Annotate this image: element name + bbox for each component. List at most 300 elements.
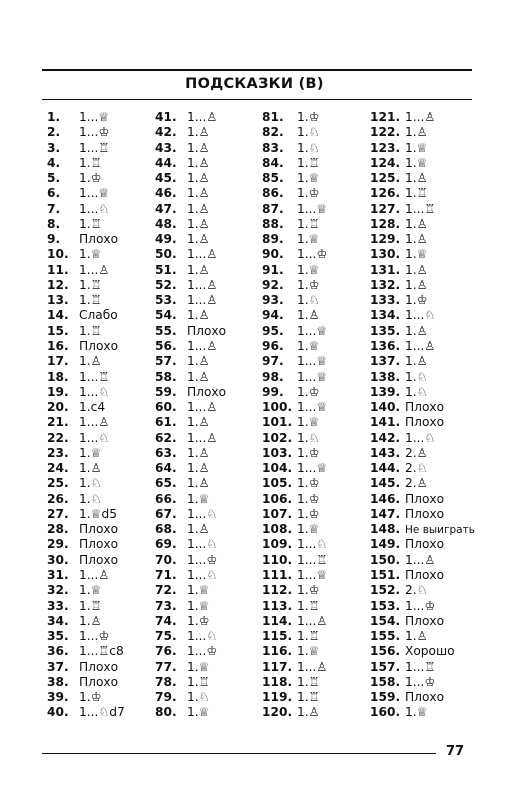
hint-number: 49. (155, 232, 177, 247)
hint-number: 41. (155, 110, 177, 124)
hint-number: 81. (262, 110, 284, 124)
hint-row (370, 415, 475, 430)
hint-number: 86. (262, 186, 284, 201)
hint-move: 1.♕ (187, 491, 210, 506)
hint-move: 1...♙ (297, 613, 328, 628)
hint-row (47, 644, 125, 659)
hint-number: 59. (155, 384, 177, 399)
hint-move: 1.♙ (187, 140, 210, 155)
hint-row (155, 431, 226, 446)
hint-number: 130. (370, 247, 401, 262)
hint-row (370, 507, 475, 522)
hint-number: 95. (262, 323, 284, 338)
hint-number: 62. (155, 430, 177, 445)
hint-number: 106. (262, 491, 293, 506)
hint-number: 79. (155, 690, 177, 705)
hint-move: 1.♔ (297, 384, 320, 399)
hint-number: 99. (262, 384, 284, 399)
hint-number: 150. (370, 552, 401, 567)
hint-move: Плохо (187, 323, 227, 338)
hint-row (262, 690, 327, 705)
hint-row (262, 537, 327, 552)
hint-row (262, 171, 327, 186)
hint-row (262, 644, 327, 659)
hint-number: 56. (155, 338, 177, 353)
hint-row (262, 202, 327, 217)
hint-number: 15. (47, 323, 69, 338)
hint-number: 70. (155, 552, 177, 567)
hint-move: 1.♘ (297, 125, 320, 140)
hint-row (47, 507, 125, 522)
hint-move: 1.♙ (297, 308, 320, 323)
hint-move: 1.♘ (297, 293, 320, 308)
hint-row (47, 553, 125, 568)
hint-move: 1...♖ (405, 659, 436, 674)
hint-move: 1.♔ (297, 476, 320, 491)
hint-number: 13. (47, 293, 69, 308)
hint-number: 21. (47, 415, 69, 430)
hint-number: 145. (370, 476, 401, 491)
hint-number: 104. (262, 461, 293, 476)
hint-row (47, 522, 125, 537)
hint-row (47, 583, 125, 598)
hint-number: 31. (47, 567, 69, 582)
hint-number: 29. (47, 537, 69, 552)
hint-number: 146. (370, 491, 401, 506)
hint-number: 139. (370, 384, 401, 399)
hint-number: 153. (370, 598, 401, 613)
hint-move: 1...♕ (297, 567, 328, 582)
hint-row (155, 217, 226, 232)
title-rule (42, 99, 472, 100)
hint-row (262, 141, 327, 156)
hint-move: 1.♘ (405, 384, 428, 399)
hint-row (155, 568, 226, 583)
hint-row (370, 522, 475, 537)
hint-number: 34. (47, 613, 69, 628)
hint-row (155, 278, 226, 293)
hint-number: 100. (262, 400, 293, 415)
hint-move: 1.♙ (405, 323, 428, 338)
hint-row (262, 354, 327, 369)
hint-move: 1.♙ (405, 354, 428, 369)
hint-move: 1...♘ (79, 430, 110, 445)
hint-move: 1.♕ (405, 155, 428, 170)
hint-row (155, 385, 226, 400)
hint-number: 75. (155, 629, 177, 644)
hint-row (155, 614, 226, 629)
hint-number: 137. (370, 354, 401, 369)
hint-number: 48. (155, 216, 177, 231)
hint-move: 1.♙ (187, 476, 210, 491)
hint-move: 1.♔ (405, 293, 428, 308)
hint-number: 132. (370, 277, 401, 292)
hint-move: Плохо (79, 537, 119, 552)
hint-number: 45. (155, 171, 177, 186)
hint-row (155, 492, 226, 507)
hint-row (370, 446, 475, 461)
hint-move: 1.♕ (297, 522, 320, 537)
hint-number: 44. (155, 155, 177, 170)
hints-column-3 (262, 110, 327, 721)
hint-move: 1...♔ (297, 247, 328, 262)
hint-row (262, 217, 327, 232)
hint-row (47, 400, 125, 415)
hint-move: 1...♙ (79, 415, 110, 430)
hint-move: 1.♕ (297, 262, 320, 277)
hint-number: 12. (47, 277, 69, 292)
hint-move: Плохо (79, 338, 119, 353)
hint-move: 1...♖c8 (79, 644, 124, 659)
hint-number: 63. (155, 445, 177, 460)
hint-row (262, 308, 327, 323)
hint-row (262, 660, 327, 675)
hint-row (262, 476, 327, 491)
hint-row (155, 553, 226, 568)
hint-move: 2.♙ (405, 476, 428, 491)
hint-move: 1.♔ (297, 110, 320, 124)
hint-number: 50. (155, 247, 177, 262)
hint-row (155, 583, 226, 598)
hint-move: 1.♔ (297, 445, 320, 460)
hint-number: 112. (262, 583, 293, 598)
hint-row (155, 370, 226, 385)
hint-move: 1.♕ (187, 598, 210, 613)
hint-move: 1.♘ (79, 476, 102, 491)
hint-move: 1.♙ (187, 354, 210, 369)
hint-move: 1.♙ (187, 186, 210, 201)
hint-row (262, 507, 327, 522)
hint-row (262, 247, 327, 262)
hint-move: 1...♘ (187, 537, 218, 552)
hint-move: 1.♙ (187, 201, 210, 216)
hint-row (47, 308, 125, 323)
hint-row (155, 644, 226, 659)
hint-number: 101. (262, 415, 293, 430)
hint-number: 87. (262, 201, 284, 216)
hint-row (155, 339, 226, 354)
hint-row (370, 583, 475, 598)
hint-row (47, 247, 125, 262)
hint-number: 57. (155, 354, 177, 369)
hint-number: 119. (262, 690, 293, 705)
hint-row (262, 339, 327, 354)
hint-move: Плохо (405, 613, 445, 628)
hint-move: 1.♕ (297, 232, 320, 247)
hint-number: 18. (47, 369, 69, 384)
hint-row (155, 400, 226, 415)
hint-number: 126. (370, 186, 401, 201)
hint-row (47, 461, 125, 476)
hint-number: 73. (155, 598, 177, 613)
hint-row (47, 446, 125, 461)
hint-move: 1.♙ (187, 171, 210, 186)
hint-row (370, 293, 475, 308)
hint-row (370, 186, 475, 201)
hint-row (47, 492, 125, 507)
hint-move: 1...♕ (79, 110, 110, 124)
hint-move: 1.♕ (187, 705, 210, 720)
hint-row (47, 568, 125, 583)
hints-column-4 (370, 110, 475, 721)
hint-number: 33. (47, 598, 69, 613)
hint-number: 128. (370, 216, 401, 231)
hint-number: 111. (262, 567, 293, 582)
hint-number: 107. (262, 506, 293, 521)
hint-move: Плохо (79, 674, 119, 689)
hint-row (262, 324, 327, 339)
hint-move: 1.♙ (405, 171, 428, 186)
hint-move: 1.♘ (187, 690, 210, 705)
hint-move: 1.♘ (297, 140, 320, 155)
hint-number: 158. (370, 674, 401, 689)
hint-row (370, 599, 475, 614)
hint-move: Слабо (79, 308, 118, 323)
hint-move: 1...♙ (79, 262, 110, 277)
hint-number: 26. (47, 491, 69, 506)
hint-move: 1.♔ (187, 613, 210, 628)
hint-move: 1.♖ (297, 155, 320, 170)
hint-row (47, 263, 125, 278)
hint-row (370, 141, 475, 156)
hint-row (370, 339, 475, 354)
hint-move: 1...♕ (297, 323, 328, 338)
hint-row (262, 278, 327, 293)
hint-number: 127. (370, 201, 401, 216)
hint-row (155, 522, 226, 537)
hint-move: 1.c4 (79, 400, 106, 415)
hint-move: 1...♔ (187, 552, 218, 567)
hint-number: 138. (370, 369, 401, 384)
hint-number: 60. (155, 400, 177, 415)
hint-row (370, 125, 475, 140)
hint-move: Плохо (79, 232, 119, 247)
top-rule (42, 69, 472, 71)
hint-row (370, 537, 475, 552)
hints-column-2 (155, 110, 226, 721)
hint-move: 1.♖ (297, 216, 320, 231)
hint-number: 116. (262, 644, 293, 659)
hint-row (47, 537, 125, 552)
hint-move: 1.♙ (187, 415, 210, 430)
hint-move: 1.♙ (405, 125, 428, 140)
hint-move: 1.♔ (79, 171, 102, 186)
hint-number: 152. (370, 583, 401, 598)
hint-move: 1.♔ (79, 690, 102, 705)
hint-move: 1...♘ (79, 384, 110, 399)
hint-row (262, 705, 327, 720)
hint-number: 82. (262, 125, 284, 140)
hint-row (155, 690, 226, 705)
hint-number: 3. (47, 140, 61, 155)
hint-row (262, 232, 327, 247)
hint-move: 1.♙ (297, 705, 320, 720)
hint-row (47, 141, 125, 156)
hint-number: 121. (370, 110, 401, 124)
hint-row (47, 675, 125, 690)
hint-number: 133. (370, 293, 401, 308)
hint-move: 1.♔ (297, 186, 320, 201)
hint-move: 1...♕ (297, 400, 328, 415)
hint-row (262, 293, 327, 308)
hint-move: 1.♔ (297, 583, 320, 598)
hint-number: 24. (47, 461, 69, 476)
hint-number: 39. (47, 690, 69, 705)
hint-move: 1.♙ (79, 613, 102, 628)
hint-move: 1...♘ (79, 201, 110, 216)
footer-rule (42, 753, 436, 754)
hint-row (262, 461, 327, 476)
hint-number: 4. (47, 155, 61, 170)
hint-row (262, 125, 327, 140)
hint-row (370, 461, 475, 476)
hint-row (47, 125, 125, 140)
hint-number: 67. (155, 506, 177, 521)
hint-number: 93. (262, 293, 284, 308)
hint-number: 129. (370, 232, 401, 247)
hint-number: 54. (155, 308, 177, 323)
hint-move: Плохо (405, 415, 445, 430)
hint-move: 1.♙ (187, 522, 210, 537)
hint-move: 1...♙ (187, 338, 218, 353)
hint-row (47, 629, 125, 644)
hint-move: Плохо (187, 384, 227, 399)
hint-move: 1.♕ (297, 338, 320, 353)
hint-move: 1...♕ (297, 354, 328, 369)
hint-move: 1.♕ (405, 247, 428, 262)
hint-number: 83. (262, 140, 284, 155)
hint-number: 122. (370, 125, 401, 140)
hint-move: 1...♘ (405, 308, 436, 323)
hint-move: 1...♙ (187, 247, 218, 262)
hint-number: 2. (47, 125, 61, 140)
hint-row (47, 476, 125, 491)
hint-move: 1.♙ (187, 125, 210, 140)
hint-number: 109. (262, 537, 293, 552)
hint-move: 1.♖ (297, 690, 320, 705)
hint-number: 124. (370, 155, 401, 170)
hint-row (370, 614, 475, 629)
hint-number: 19. (47, 384, 69, 399)
hint-move: 1.♘ (405, 369, 428, 384)
hint-move: 1.♔ (297, 506, 320, 521)
hint-move: Плохо (405, 567, 445, 582)
page-title: ПОДСКАЗКИ (В) (185, 76, 324, 92)
hint-row (370, 476, 475, 491)
hint-row (370, 232, 475, 247)
hint-row (370, 217, 475, 232)
hint-move: 1...♘ (405, 430, 436, 445)
hint-move: 1.♖ (79, 323, 102, 338)
hint-number: 148. (370, 522, 401, 537)
hint-move: 1...♙ (79, 567, 110, 582)
hint-move: 1...♘ (187, 506, 218, 521)
hint-move: 1.♕ (187, 659, 210, 674)
hint-number: 37. (47, 659, 69, 674)
hint-number: 32. (47, 583, 69, 598)
hint-number: 98. (262, 369, 284, 384)
hint-number: 11. (47, 262, 69, 277)
hint-row (47, 110, 125, 125)
hint-move: Плохо (405, 491, 445, 506)
hint-move: Не выиграть (405, 524, 475, 537)
hint-number: 35. (47, 629, 69, 644)
hint-number: 23. (47, 445, 69, 460)
hint-number: 89. (262, 232, 284, 247)
hint-number: 46. (155, 186, 177, 201)
hint-number: 135. (370, 323, 401, 338)
hint-move: 1...♕ (297, 461, 328, 476)
hint-move: 1...♙ (187, 430, 218, 445)
hint-number: 36. (47, 644, 69, 659)
hint-row (262, 385, 327, 400)
hint-number: 105. (262, 476, 293, 491)
hint-move: 1...♖ (297, 552, 328, 567)
hint-move: Плохо (405, 400, 445, 415)
hint-row (155, 354, 226, 369)
hint-row (370, 202, 475, 217)
hint-row (370, 492, 475, 507)
hint-move: 1.♖ (79, 155, 102, 170)
hint-row (262, 263, 327, 278)
hint-number: 88. (262, 216, 284, 231)
hint-move: 2.♘ (405, 461, 428, 476)
hint-row (47, 614, 125, 629)
hint-row (262, 446, 327, 461)
hint-row (370, 354, 475, 369)
hint-number: 85. (262, 171, 284, 186)
hint-row (262, 629, 327, 644)
hint-row (262, 156, 327, 171)
hint-row (47, 354, 125, 369)
hint-move: Плохо (405, 506, 445, 521)
hint-move: 1.♙ (187, 155, 210, 170)
hint-row (370, 324, 475, 339)
hint-row (262, 599, 327, 614)
hint-move: 1.♙ (187, 445, 210, 460)
hint-row (47, 370, 125, 385)
hint-number: 65. (155, 476, 177, 491)
hint-number: 58. (155, 369, 177, 384)
hint-number: 134. (370, 308, 401, 323)
hint-move: 2.♙ (405, 445, 428, 460)
hint-number: 91. (262, 262, 284, 277)
hint-row (155, 125, 226, 140)
hint-row (155, 446, 226, 461)
hint-move: 1...♕ (297, 369, 328, 384)
hint-number: 117. (262, 659, 293, 674)
hint-number: 120. (262, 705, 293, 720)
hint-row (262, 492, 327, 507)
hint-row (370, 385, 475, 400)
hint-move: 1.♕ (79, 583, 102, 598)
hint-number: 155. (370, 629, 401, 644)
hint-row (47, 186, 125, 201)
hint-row (370, 400, 475, 415)
hint-row (155, 186, 226, 201)
hint-move: 1.♙ (187, 308, 210, 323)
hint-move: 1.♙ (405, 262, 428, 277)
hint-row (47, 293, 125, 308)
hint-move: 1...♙ (405, 338, 436, 353)
hint-number: 141. (370, 415, 401, 430)
hint-number: 30. (47, 552, 69, 567)
hint-row (155, 324, 226, 339)
hint-row (262, 431, 327, 446)
hint-row (155, 660, 226, 675)
hint-move: 1.♙ (187, 461, 210, 476)
hint-row (262, 186, 327, 201)
